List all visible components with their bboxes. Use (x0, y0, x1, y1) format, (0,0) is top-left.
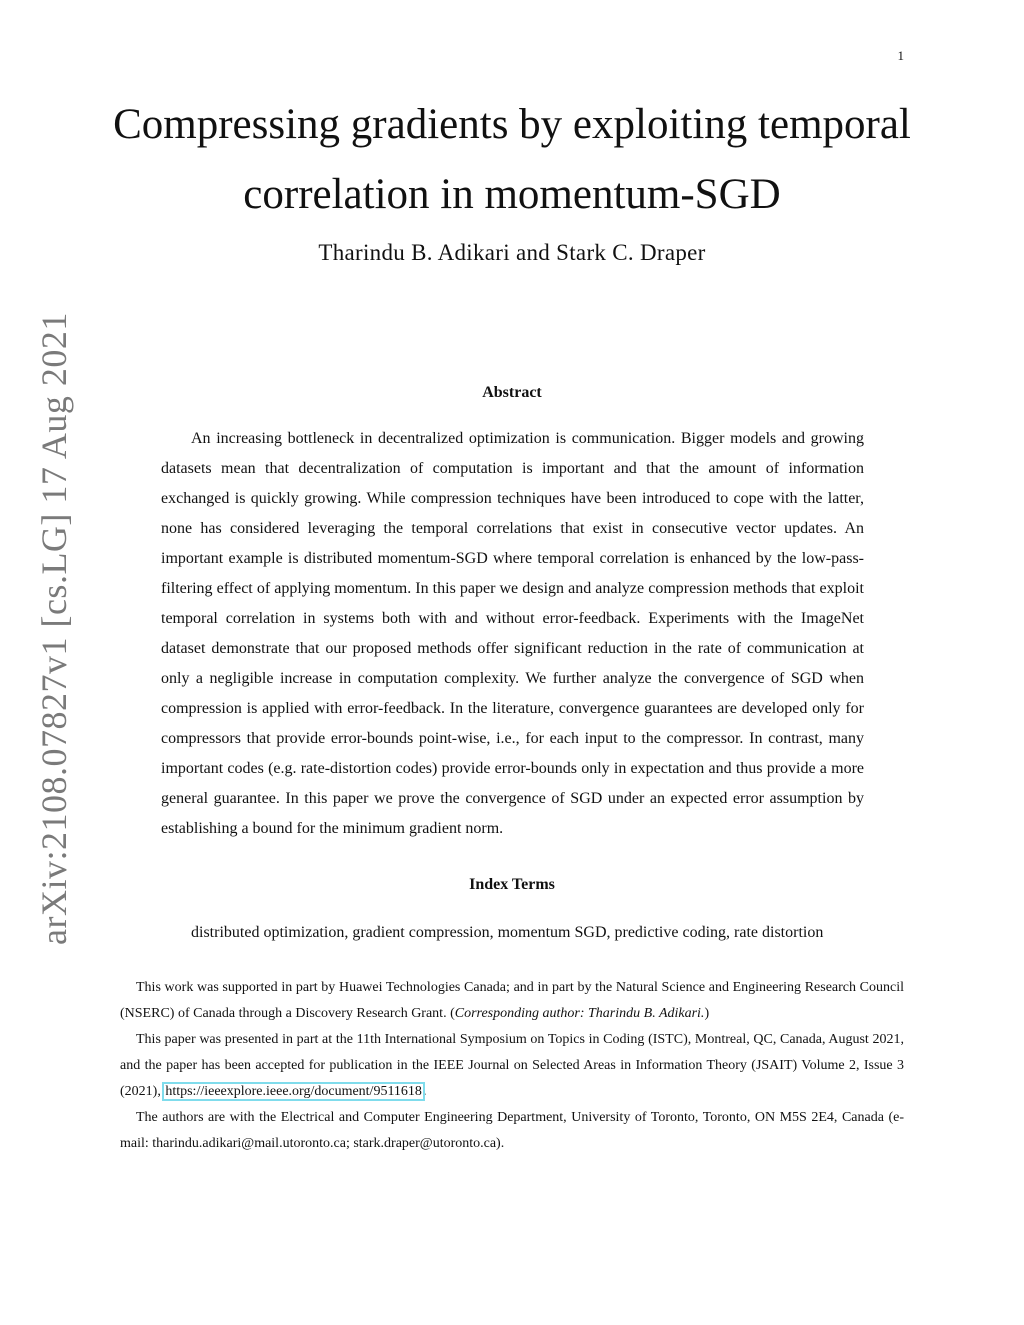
funding-text: This work was supported in part by Huawei Technologies Canada; and in part by the Natural Science and Engineering Research Council (NSERC) of Canada through a Discovery Research Grant. ( (120, 980, 904, 1021)
paper-authors: Tharindu B. Adikari and Stark C. Draper (318, 240, 706, 265)
footnotes (120, 975, 904, 1157)
doi-link[interactable]: https://ieeexplore.ieee.org/document/9511618 (165, 1084, 422, 1099)
paper-title: Compressing gradients by exploiting temporal correlation in momentum-SGD (113, 101, 911, 218)
corresponding-author: Corresponding author: Tharindu B. Adikari. (454, 1006, 705, 1021)
presentation-footnote (120, 1027, 904, 1105)
abstract-heading: Abstract (482, 384, 542, 401)
arxiv-identifier: arXiv:2108.07827v1 [cs.LG] 17 Aug 2021 (34, 312, 74, 945)
funding-close: ) (704, 1006, 710, 1021)
presentation-text: This paper was presented in part at the 11th International Symposium on Topics in Coding (ISTC), Montreal, QC, Canada, August 2021, and the paper has been accepted for publication in the IEEE Journal on Selected Areas in Information Theory (JSAIT) Volume 2, Issue 3 (2021), (120, 1032, 904, 1099)
page-number: 1 (897, 48, 904, 63)
presentation-end: . (422, 1084, 427, 1099)
abstract-body: An increasing bottleneck in decentralized optimization is communication. Bigger models and growing datasets mean that decentralization of computation is important and that the amount of information exchanged is quickly growing. While compression techniques have been introduced to cope with the latter, none has considered leveraging the temporal correlations that exist in consecutive vector updates. An important example is distributed momentum-SGD where temporal correlation is enhanced by the low-pass-filtering effect of applying momentum. In this paper we design and analyze compression methods that exploit temporal correlation in systems both with and without error-feedback. Experiments with the ImageNet dataset demonstrate that our proposed methods offer significant reduction in the rate of communication at only a negligible increase in computation complexity. We further analyze the convergence of SGD when compression is applied with error-feedback. In the literature, convergence guarantees are developed only for compressors that provide error-bounds point-wise, i.e., for each input to the compressor. In contrast, many important codes (e.g. rate-distortion codes) provide error-bounds only in expectation and thus provide a more general guarantee. In this paper we prove the convergence of SGD under an expected error assumption by establishing a bound for the minimum gradient norm. (161, 430, 864, 837)
funding-footnote (120, 975, 904, 1027)
index-terms-heading: Index Terms (469, 876, 555, 893)
affiliation-footnote: The authors are with the Electrical and Computer Engineering Department, University of Toronto, Toronto, ON M5S 2E4, Canada (e-mail: tharindu.adikari@mail.utoronto.ca; stark.draper@utoronto.ca). (120, 1110, 904, 1151)
index-terms-body: distributed optimization, gradient compression, momentum SGD, predictive coding, rate distortion (191, 924, 824, 941)
